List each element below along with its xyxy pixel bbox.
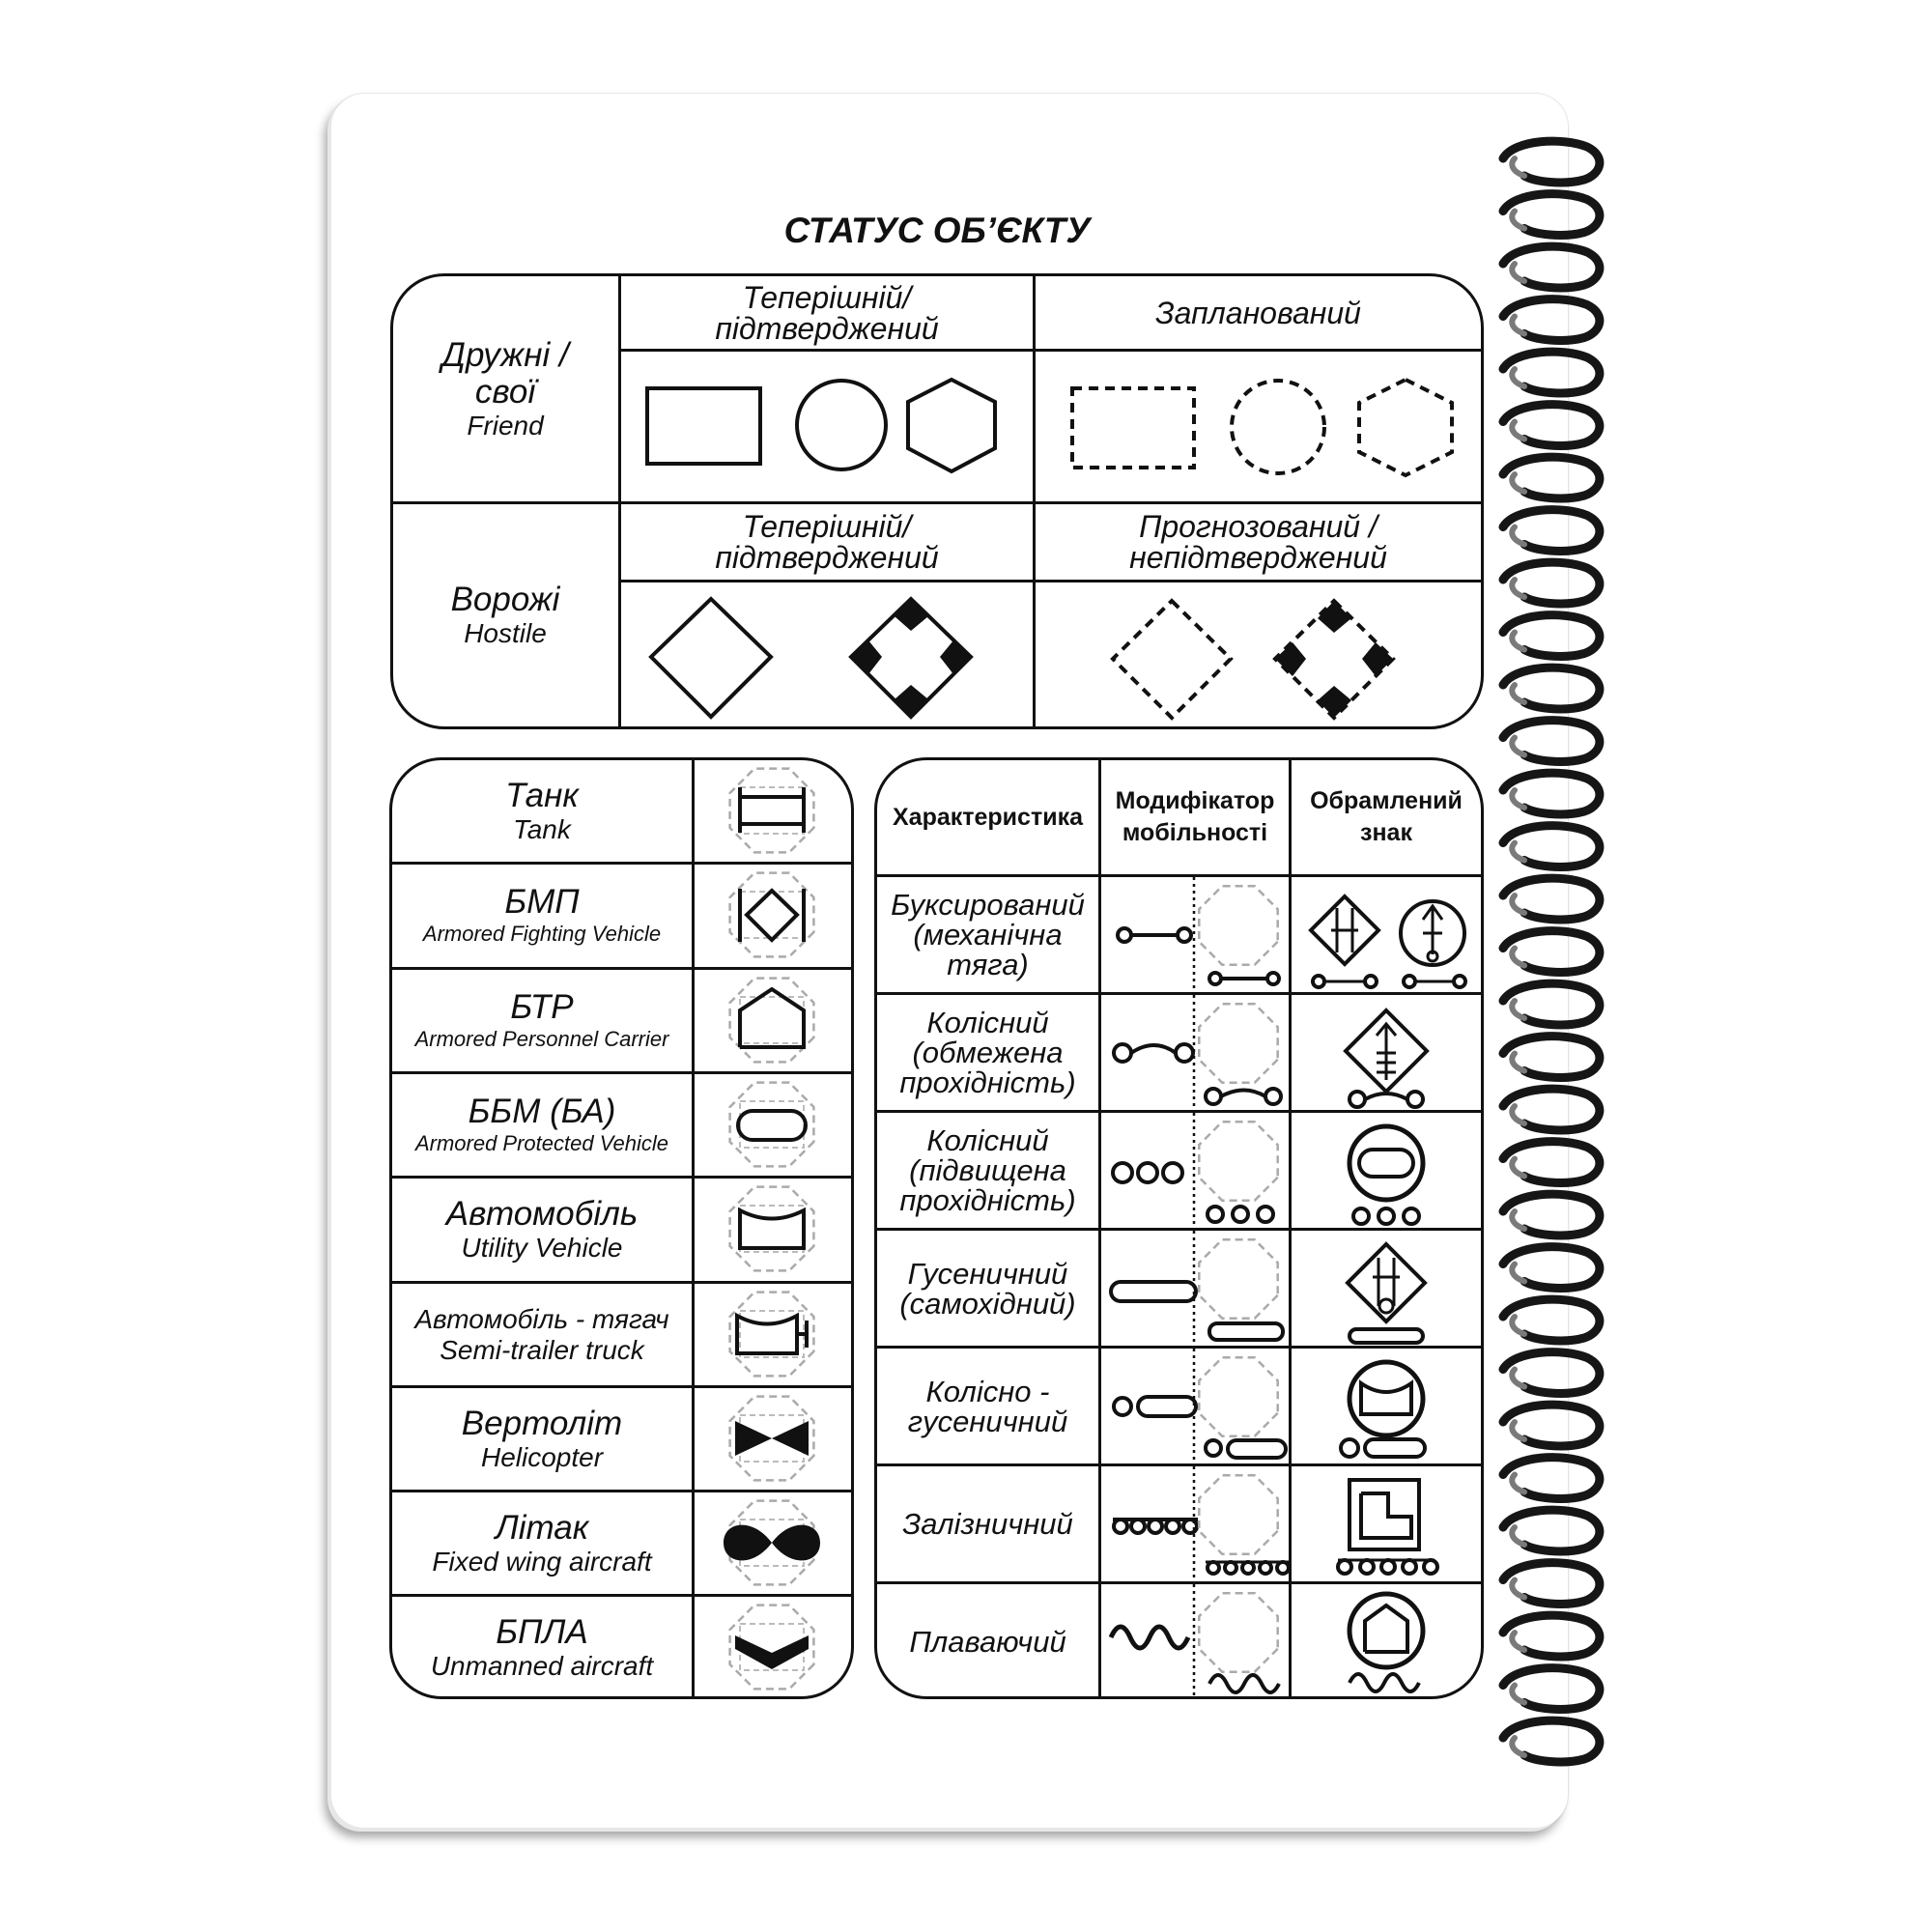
mobility-row-text: (самохідний) bbox=[899, 1286, 1076, 1321]
mobility-row-text: Колісний bbox=[926, 1123, 1049, 1157]
vehicle-type-en: Utility Vehicle bbox=[461, 1232, 623, 1263]
vehicle-type-ua: БТР bbox=[510, 987, 574, 1026]
wheeled-cross-country-icon bbox=[1101, 1113, 1289, 1227]
amphibious-icon bbox=[1101, 1584, 1289, 1698]
hostile-present-header bbox=[621, 504, 1033, 580]
framed-wheeled-cross-country-icon bbox=[1292, 1113, 1481, 1227]
page-title: СТАТУС ОБ’ЄКТУ bbox=[783, 211, 1091, 250]
apv-icon bbox=[695, 1074, 851, 1175]
modifier-header-1: Модифікатор bbox=[1115, 787, 1275, 814]
towed-icon bbox=[1101, 877, 1289, 991]
vehicle-type-en: Unmanned aircraft bbox=[430, 1650, 654, 1681]
modifier-header-2: мобільності bbox=[1122, 819, 1268, 846]
afv-icon bbox=[695, 865, 851, 965]
mobility-header-framed bbox=[1292, 760, 1481, 874]
wheeled-tracked-icon bbox=[1101, 1349, 1289, 1463]
vehicle-type-en: Armored Fighting Vehicle bbox=[422, 921, 662, 946]
mobility-row-text: гусеничний bbox=[907, 1404, 1068, 1438]
present-line2: підтверджений bbox=[715, 310, 939, 346]
hostile-label bbox=[392, 504, 618, 726]
anticipated-line2: непідтверджений bbox=[1129, 540, 1387, 575]
hostile-present-line2: підтверджений bbox=[715, 540, 939, 575]
framed-railway-icon bbox=[1292, 1466, 1481, 1580]
anticipated-header bbox=[1036, 504, 1481, 580]
railway-icon bbox=[1101, 1466, 1289, 1580]
mobility-row-text: прохідність) bbox=[899, 1065, 1076, 1099]
vehicle-type-en: Armored Protected Vehicle bbox=[414, 1130, 669, 1155]
mobility-row-text: (підвищена bbox=[909, 1153, 1066, 1187]
friend-label-ua-1: Дружні / bbox=[441, 335, 569, 374]
friend-planned-frames-icon bbox=[1036, 352, 1481, 501]
friend-label-en: Friend bbox=[467, 410, 544, 440]
planned-header bbox=[1036, 276, 1481, 349]
tracked-icon bbox=[1101, 1231, 1289, 1345]
mobility-characteristic bbox=[877, 877, 1098, 992]
framed-wheeled-tracked-icon bbox=[1292, 1349, 1481, 1463]
vehicle-type-en: Fixed wing aircraft bbox=[432, 1546, 652, 1577]
hostile-label-ua: Ворожі bbox=[450, 581, 560, 618]
vehicle-type-ua: Літак bbox=[495, 1508, 589, 1547]
anticipated-line1: Прогнозований / bbox=[1139, 509, 1378, 544]
present-line1: Теперішній/ bbox=[742, 279, 912, 315]
framed-header-2: знак bbox=[1360, 819, 1412, 846]
vehicle-type-en: Armored Personnel Carrier bbox=[414, 1026, 669, 1051]
vehicle-type-ua: БПЛА bbox=[496, 1612, 588, 1651]
hostile-present-line1: Теперішній/ bbox=[742, 509, 912, 544]
framed-wheeled-limited-icon bbox=[1292, 995, 1481, 1109]
mobility-characteristic bbox=[877, 995, 1098, 1110]
vehicle-type-ua: ББМ (БА) bbox=[468, 1092, 616, 1130]
fixed-wing-icon bbox=[695, 1492, 851, 1593]
mobility-characteristic bbox=[877, 1466, 1098, 1581]
mobility-row-text: (обмежена bbox=[912, 1036, 1064, 1069]
tank-icon bbox=[695, 760, 851, 861]
uav-icon bbox=[695, 1597, 851, 1697]
vehicle-type-label bbox=[392, 760, 692, 862]
mobility-row-text: Плаваючий bbox=[909, 1625, 1066, 1659]
mobility-row-text: Гусеничний bbox=[907, 1256, 1068, 1291]
wheeled-limited-icon bbox=[1101, 995, 1289, 1109]
mobility-row-text: Колісний bbox=[926, 1006, 1049, 1039]
mobility-row-text: Залізничний bbox=[902, 1507, 1073, 1541]
spiral-binding-icon bbox=[1495, 133, 1611, 1814]
vehicle-type-label bbox=[392, 1597, 692, 1698]
friend-present-frames-icon bbox=[621, 352, 1033, 501]
vehicle-type-ua: Танк bbox=[505, 776, 579, 814]
framed-header-1: Обрамлений bbox=[1310, 787, 1463, 814]
vehicle-type-en: Semi-trailer truck bbox=[440, 1334, 644, 1365]
vehicle-type-ua: Автомобіль - тягач bbox=[414, 1303, 669, 1334]
mobility-row-text: прохідність) bbox=[899, 1183, 1076, 1217]
vehicle-type-label bbox=[392, 1388, 692, 1490]
vehicle-type-en: Helicopter bbox=[480, 1441, 604, 1472]
vehicle-type-label bbox=[392, 865, 692, 966]
hostile-present-frames-icon bbox=[621, 582, 1033, 729]
semi-trailer-icon bbox=[695, 1284, 851, 1384]
characteristic-header: Характеристика bbox=[893, 803, 1083, 831]
utility-vehicle-icon bbox=[695, 1179, 851, 1279]
mobility-row-text: Буксирований bbox=[891, 888, 1085, 922]
mobility-row-text: Колісно - bbox=[925, 1374, 1050, 1408]
mobility-header-characteristic bbox=[877, 760, 1098, 874]
friend-label bbox=[392, 276, 618, 501]
vehicle-type-ua: Автомобіль bbox=[445, 1194, 639, 1233]
friend-label-ua-2: свої bbox=[474, 372, 536, 411]
hostile-anticipated-frames-icon bbox=[1036, 582, 1481, 729]
vehicle-type-label bbox=[392, 970, 692, 1071]
helicopter-icon bbox=[695, 1388, 851, 1489]
mobility-header-modifier bbox=[1101, 760, 1289, 874]
apc-icon bbox=[695, 970, 851, 1070]
mobility-characteristic bbox=[877, 1231, 1098, 1346]
mobility-row-text: тяга) bbox=[947, 948, 1029, 981]
mobility-row-text: (механічна bbox=[913, 918, 1063, 952]
mobility-characteristic bbox=[877, 1584, 1098, 1699]
framed-tracked-icon bbox=[1292, 1231, 1481, 1345]
mobility-characteristic bbox=[877, 1349, 1098, 1463]
vehicle-type-ua: БМП bbox=[504, 882, 580, 921]
mobility-characteristic bbox=[877, 1113, 1098, 1228]
vehicle-type-label bbox=[392, 1284, 692, 1385]
planned-label: Запланований bbox=[1155, 295, 1361, 330]
vehicle-type-en: Tank bbox=[513, 813, 571, 844]
framed-towed-icon bbox=[1292, 877, 1481, 991]
hostile-label-en: Hostile bbox=[464, 618, 547, 648]
vehicle-type-label bbox=[392, 1492, 692, 1594]
friend-present-header bbox=[621, 276, 1033, 349]
framed-amphibious-icon bbox=[1292, 1584, 1481, 1698]
vehicle-type-label bbox=[392, 1179, 692, 1280]
vehicle-type-ua: Вертоліт bbox=[461, 1404, 623, 1442]
vehicle-type-label bbox=[392, 1074, 692, 1176]
